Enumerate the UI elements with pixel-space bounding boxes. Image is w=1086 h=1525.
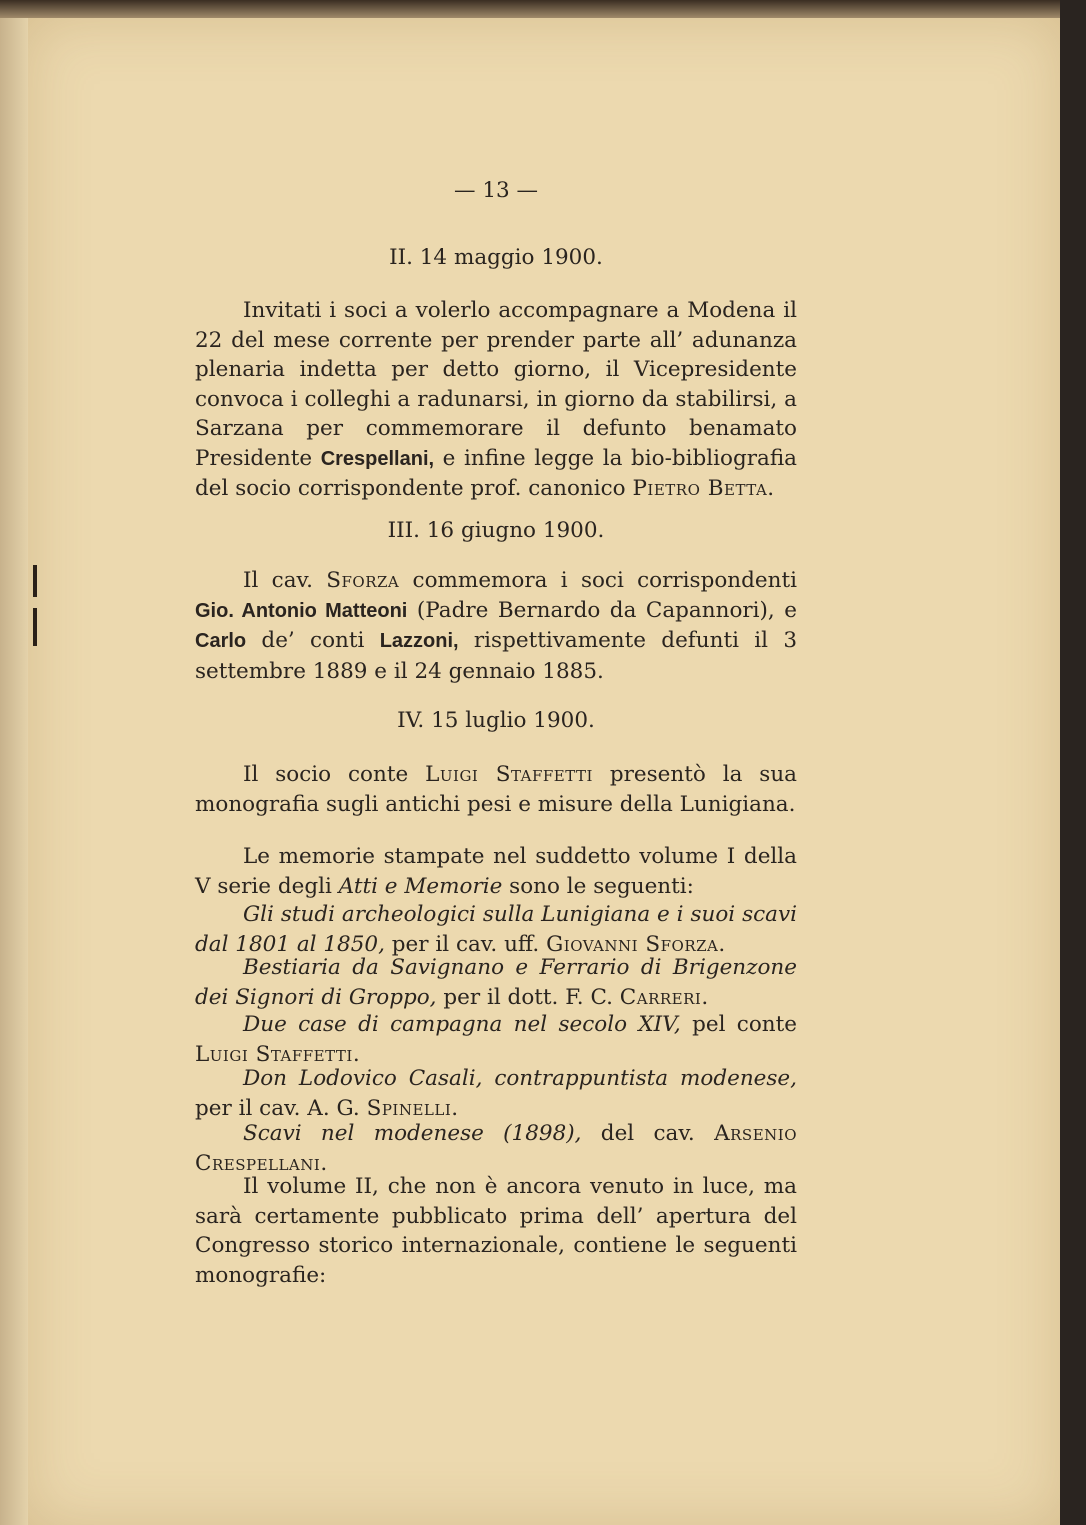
memoria-item: Don Lodovico Casali, contrappuntista modenese, per il cav. A. G. Spinelli. — [195, 1066, 797, 1121]
section-heading-iii: III. 16 giugno 1900. — [387, 518, 605, 543]
memoria-item: Bestiaria da Savignano e Ferrario di Brigenzone dei Signori di Groppo, per il dott. F. C. Carreri. — [195, 955, 797, 1010]
memoria-item: Scavi nel modenese (1898), del cav. Arsenio Crespellani. — [195, 1121, 797, 1176]
memoria-item: Due case di campagna nel secolo XIV, pel conte Luigi Staffetti. — [195, 1012, 797, 1067]
memoria-item: Gli studi archeologici sulla Lunigiana e i suoi scavi dal 1801 al 1850, per il cav. uff. Giovanni Sforza. — [195, 902, 797, 957]
paragraph-iii: Il cav. Sforza commemora i soci corrispondenti Gio. Antonio Matteoni (Padre Bernardo da Capannori), e Carlo de’ conti Lazzoni, rispettivamente defunti il 3 settembre 1889 e il 24 gennaio 1885. — [195, 568, 797, 684]
binding-mark — [33, 608, 37, 646]
page-right-edge — [1060, 0, 1086, 1525]
page-left-edge — [0, 0, 28, 1525]
paragraph-ii: Invitati i soci a volerlo accompagnare a Modena il 22 del mese corrente per prender parte all’ adunanza plenaria indetta per detto giorno, il Vicepresidente convoca i colleghi a radunarsi, in giorno da stabilirsi, a Sarzana per commemorare il defunto benamato Presidente Crespellani, e infine legge la bio-bibliografia del socio corrispondente prof. canonico Pietro Betta. — [195, 298, 797, 501]
section-heading-iv: IV. 15 luglio 1900. — [397, 708, 595, 733]
paragraph-iv: Il socio conte Luigi Staffetti presentò la sua monografia sugli antichi pesi e misure della Lunigiana. — [195, 762, 797, 817]
page-number: — 13 — — [453, 178, 539, 203]
memorie-intro: Le memorie stampate nel suddetto volume I della V serie degli Atti e Memorie sono le seguenti: — [195, 844, 797, 899]
page-top-edge — [0, 0, 1086, 18]
volume-ii-paragraph: Il volume II, che non è ancora venuto in luce, ma sarà certamente pubblicato prima dell’ apertura del Congresso storico internazionale, contiene le seguenti monografie: — [195, 1174, 797, 1288]
binding-mark — [33, 565, 37, 597]
section-heading-ii: II. 14 maggio 1900. — [389, 245, 603, 270]
